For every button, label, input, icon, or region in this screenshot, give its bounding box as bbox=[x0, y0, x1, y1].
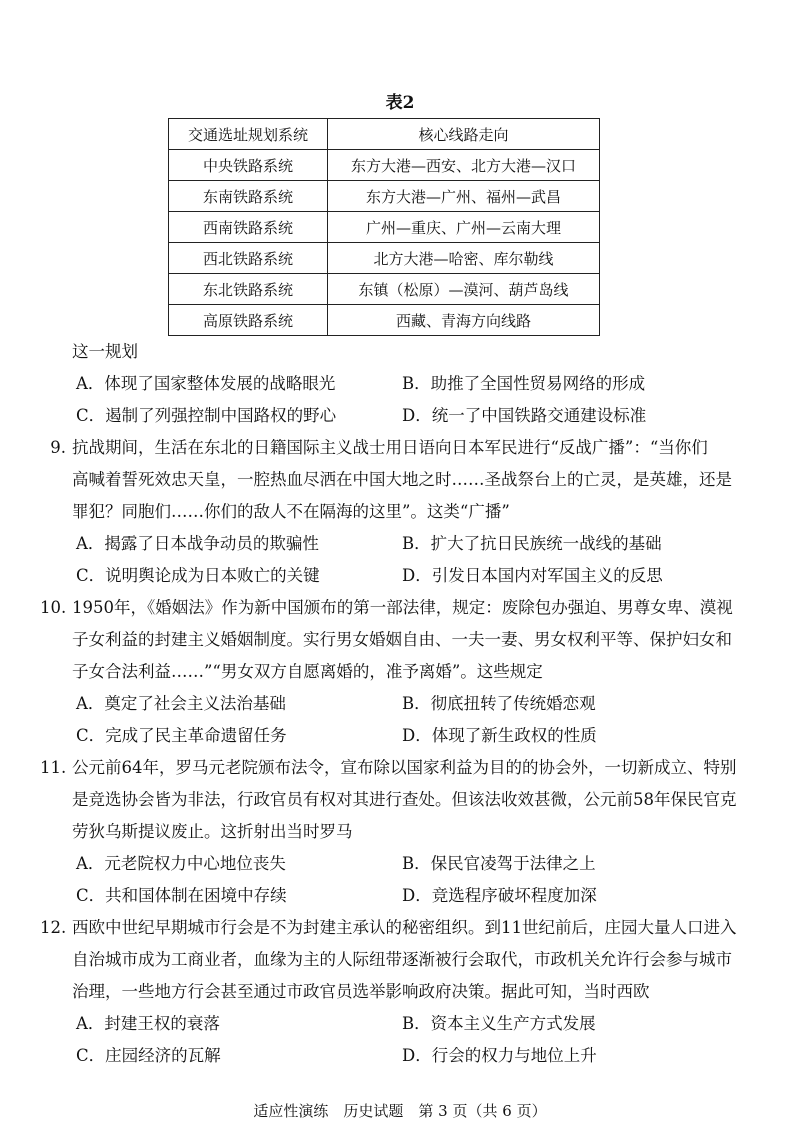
q11-number: 11. bbox=[40, 758, 67, 777]
q12-stem bbox=[40, 912, 780, 1008]
table-cell-route: 广州—重庆、广州—云南大理 bbox=[328, 212, 600, 243]
q8-options-row2 bbox=[76, 400, 776, 432]
q11-line: 是竞选协会皆为非法，行政官员有权对其进行查处。但该法收效甚微，公元前58年保民官克 bbox=[72, 790, 737, 809]
q12-text: 西欧中世纪早期城市行会是不为封建主承认的秘密组织。到11世纪前后，庄园大量人口进入 bbox=[72, 918, 737, 937]
q8-options-row1 bbox=[76, 368, 776, 400]
q9-line: 罪犯？同胞们……你们的敌人不在隔海的这里”。这类“广播” bbox=[72, 502, 510, 521]
table-cell-route: 西藏、青海方向线路 bbox=[328, 305, 600, 336]
table-header-row bbox=[169, 119, 600, 150]
q9-text: 抗战期间，生活在东北的日籍国际主义战士用日语向日本军民进行“反战广播”：“当你们 bbox=[72, 438, 708, 457]
q12-options-row2 bbox=[76, 1040, 776, 1072]
q12-option-d[interactable]: D．行会的权力与地位上升 bbox=[402, 1046, 597, 1065]
table-row bbox=[169, 181, 600, 212]
q12-option-c[interactable]: C．庄园经济的瓦解 bbox=[76, 1046, 221, 1065]
q9-line: 高喊着誓死效忠天皇，一腔热血尽洒在中国大地之时……圣战祭台上的亡灵，是英雄，还是 bbox=[72, 470, 732, 489]
q10-option-b[interactable]: B．彻底扭转了传统婚恋观 bbox=[402, 694, 596, 713]
q8-option-a[interactable]: A．体现了国家整体发展的战略眼光 bbox=[76, 374, 336, 393]
table-row bbox=[169, 243, 600, 274]
q8-option-d[interactable]: D．统一了中国铁路交通建设标准 bbox=[402, 406, 647, 425]
q11-options-row2 bbox=[76, 880, 776, 912]
q10-number: 10. bbox=[40, 598, 67, 617]
table-cell-system: 东北铁路系统 bbox=[169, 274, 328, 305]
table-row bbox=[169, 212, 600, 243]
q12-line: 自治城市成为工商业者，血缘为主的人际纽带逐渐被行会取代，市政机关允许行会参与城市 bbox=[72, 950, 732, 969]
table-cell-route: 东方大港—西安、北方大港—汉口 bbox=[328, 150, 600, 181]
q9-option-d[interactable]: D．引发日本国内对军国主义的反思 bbox=[402, 566, 663, 585]
q9-option-a[interactable]: A．揭露了日本战争动员的欺骗性 bbox=[76, 534, 319, 553]
q11-stem bbox=[40, 752, 780, 848]
q10-options-row1 bbox=[76, 688, 776, 720]
q11-line: 劳狄乌斯提议废止。这折射出当时罗马 bbox=[72, 822, 353, 841]
table-cell-route: 北方大港—哈密、库尔勒线 bbox=[328, 243, 600, 274]
table-caption: 表2 bbox=[385, 93, 415, 113]
table-cell-system: 中央铁路系统 bbox=[169, 150, 328, 181]
q8-option-b[interactable]: B．助推了全国性贸易网络的形成 bbox=[402, 374, 646, 393]
q11-option-b[interactable]: B．保民官凌驾于法律之上 bbox=[402, 854, 596, 873]
table-cell-system: 西北铁路系统 bbox=[169, 243, 328, 274]
q9-number: 9. bbox=[50, 438, 66, 457]
q10-stem bbox=[40, 592, 780, 688]
table-cell-system: 西南铁路系统 bbox=[169, 212, 328, 243]
table-cell-route: 东镇（松原）—漠河、葫芦岛线 bbox=[328, 274, 600, 305]
q10-option-c[interactable]: C．完成了民主革命遗留任务 bbox=[76, 726, 287, 745]
q12-line bbox=[40, 912, 780, 944]
q8-option-c[interactable]: C．遏制了列强控制中国路权的野心 bbox=[76, 406, 337, 425]
q11-option-d[interactable]: D．竞选程序破坏程度加深 bbox=[402, 886, 597, 905]
q12-number: 12. bbox=[40, 918, 67, 937]
table-header-cell: 交通选址规划系统 bbox=[169, 119, 328, 150]
q10-line: 子女利益的封建主义婚姻制度。实行男女婚姻自由、一夫一妻、男女权利平等、保护妇女和 bbox=[72, 630, 732, 649]
q10-line: 子女合法利益……”“男女双方自愿离婚的，准予离婚”。这些规定 bbox=[72, 662, 543, 681]
q11-line bbox=[40, 752, 780, 784]
table-cell-system: 高原铁路系统 bbox=[169, 305, 328, 336]
q9-options-row2 bbox=[76, 560, 776, 592]
q12-line: 治理，一些地方行会甚至通过市政官员选举影响政府决策。据此可知，当时西欧 bbox=[72, 982, 650, 1001]
railway-plan-table bbox=[168, 118, 600, 336]
table-cell-route: 东方大港—广州、福州—武昌 bbox=[328, 181, 600, 212]
page-footer: 适应性演练 历史试题 第 3 页（共 6 页） bbox=[253, 1102, 547, 1120]
q12-options-row1 bbox=[76, 1008, 776, 1040]
q9-option-b[interactable]: B．扩大了抗日民族统一战线的基础 bbox=[402, 534, 662, 553]
q9-stem bbox=[40, 432, 780, 528]
table-row bbox=[169, 274, 600, 305]
q11-options-row1 bbox=[76, 848, 776, 880]
q10-option-d[interactable]: D．体现了新生政权的性质 bbox=[402, 726, 597, 745]
q12-option-b[interactable]: B．资本主义生产方式发展 bbox=[402, 1014, 596, 1033]
q10-text: 1950年，《婚姻法》作为新中国颁布的第一部法律，规定：废除包办强迫、男尊女卑、漠视 bbox=[72, 598, 733, 617]
table-header-cell: 核心线路走向 bbox=[328, 119, 600, 150]
q9-options-row1 bbox=[76, 528, 776, 560]
q8-stem-tail: 这一规划 bbox=[72, 342, 138, 361]
q11-option-a[interactable]: A．元老院权力中心地位丧失 bbox=[76, 854, 286, 873]
q12-option-a[interactable]: A．封建王权的衰落 bbox=[76, 1014, 220, 1033]
q11-text: 公元前64年，罗马元老院颁布法令，宣布除以国家利益为目的的协会外，一切新成立、特别 bbox=[72, 758, 737, 777]
table-row bbox=[169, 305, 600, 336]
q9-option-c[interactable]: C．说明舆论成为日本败亡的关键 bbox=[76, 566, 320, 585]
q10-line bbox=[40, 592, 780, 624]
table-row bbox=[169, 150, 600, 181]
q10-options-row2 bbox=[76, 720, 776, 752]
table-cell-system: 东南铁路系统 bbox=[169, 181, 328, 212]
q10-option-a[interactable]: A．奠定了社会主义法治基础 bbox=[76, 694, 286, 713]
q9-line bbox=[40, 432, 780, 464]
q11-option-c[interactable]: C．共和国体制在困境中存续 bbox=[76, 886, 287, 905]
